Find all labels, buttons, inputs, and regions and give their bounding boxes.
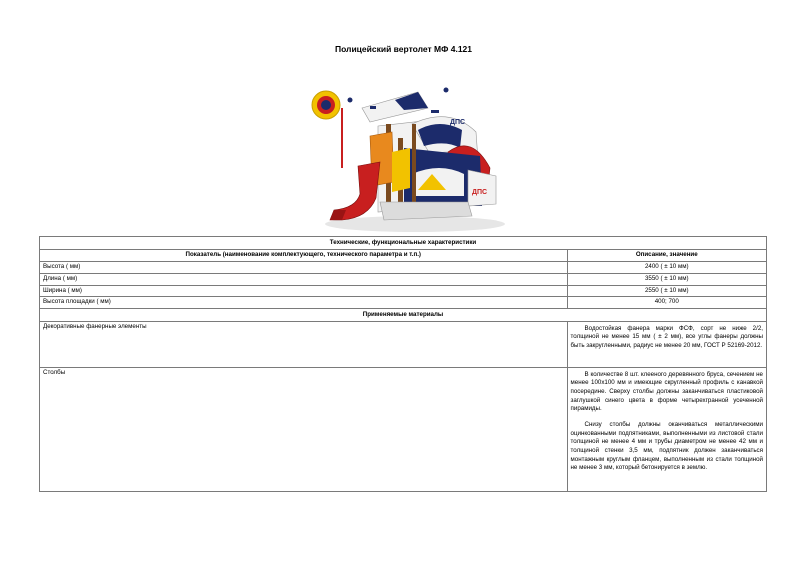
col-value-header: Описание, значение <box>567 249 766 262</box>
helicopter-playground-illustration <box>300 78 510 236</box>
section-header-materials <box>40 309 767 322</box>
column-headers <box>40 249 767 262</box>
material-paragraph: Снизу столбы должны оканчиваться металлическими оцинкованными подпятниками, выполненными из листовой стали толщиной не менее 4 мм и трубы диаметром не менее 42 мм и толщиной стенки 3,5 мм, подпятник должен заканчиваться монтажным круглым фланцем, выполненным из стали толщиной не менее 3 мм, который бетонируется в землю. <box>570 421 763 472</box>
param-value: 2550 ( ± 10 мм) <box>567 285 766 297</box>
section-header-specs <box>40 237 767 250</box>
material-name: Столбы <box>40 367 568 491</box>
post-cap-1 <box>348 98 353 103</box>
section-materials-title: Применяемые материалы <box>40 309 767 322</box>
table-row <box>40 297 767 309</box>
param-name: Высота площадки ( мм) <box>40 297 568 309</box>
table-row <box>40 274 767 286</box>
material-description <box>567 367 766 491</box>
material-row <box>40 321 767 367</box>
table-row <box>40 285 767 297</box>
page-title: Полицейский вертолет МФ 4.121 <box>334 44 473 54</box>
param-value: 400; 700 <box>567 297 766 309</box>
param-name: Длина ( мм) <box>40 274 568 286</box>
nose-block <box>468 170 496 206</box>
section-specs-title: Технические, функциональные характеристики <box>40 237 767 250</box>
param-value: 3550 ( ± 10 мм) <box>567 274 766 286</box>
material-paragraph: В количестве 8 шт. клееного деревянного бруса, сечением не менее 100х100 мм и имеющие скругленный профиль с канавкой посередине. Сверху столбы должны заканчиваться пластиковой заглушкой синего цвета в форме четырехгранной усеченной пирамиды. <box>570 370 763 413</box>
material-name: Декоративные фанерные элементы <box>40 321 568 367</box>
yellow-panel <box>392 148 410 192</box>
param-value: 2400 ( ± 10 мм) <box>567 262 766 274</box>
param-name: Высота ( мм) <box>40 262 568 274</box>
material-paragraph: Водостойкая фанера марки ФСФ, сорт не ниже 2/2, толщиной не менее 15 мм ( ± 2 мм), все углы фанеры должны быть закругленными, радиус не менее 20 мм, ГОСТ Р 52169-2012. <box>570 324 763 350</box>
side-text: ДПС <box>450 119 466 126</box>
spec-table <box>39 236 767 492</box>
post-cap-2 <box>444 88 449 93</box>
param-name: Ширина ( мм) <box>40 285 568 297</box>
nose-number: ДПС <box>472 189 488 196</box>
material-row <box>40 367 767 491</box>
post-3 <box>412 124 416 208</box>
material-description <box>567 321 766 367</box>
col-indicator-header: Показатель (наименование комплектующего, технического параметра и т.п.) <box>40 249 568 262</box>
table-row <box>40 262 767 274</box>
